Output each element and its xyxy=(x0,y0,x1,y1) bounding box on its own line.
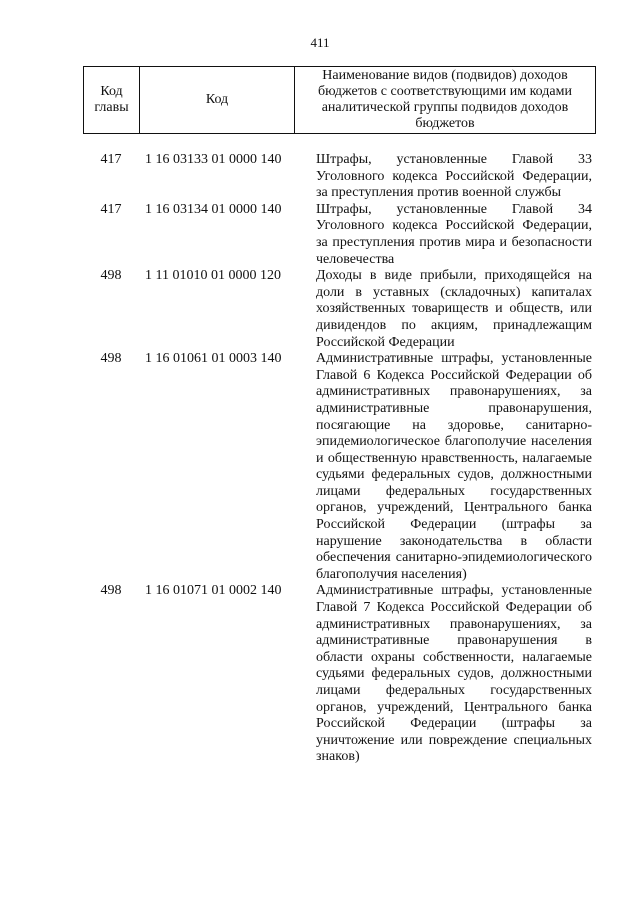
revenue-name-cell: Административные штрафы, установленные Главой 7 Кодекса Российской Федерации об административных правонарушениях, за административные правонарушения в области охраны собственности, налагаемые судьями федеральных судов, должностными лицами федеральных государственных органов, учреждений, Центрального банка Российской Федерации (штрафы за уничтожение или повреждение специальных знаков) xyxy=(316,583,592,765)
chapter-code-cell: 498 xyxy=(100,583,122,599)
table-header xyxy=(83,66,596,134)
chapter-code-cell: 498 xyxy=(100,351,122,367)
revenue-name-cell: Административные штрафы, установленные Главой 6 Кодекса Российской Федерации об административных правонарушениях, за административные правонарушения, посягающие на здоровье, санитарно-эпидемиологическое благополучие населения и общественную нравственность, налагаемые судьями федеральных судов, должностными лицами федеральных государственных органов, учреждений, Центрального банка Российской Федерации (штрафы за нарушение законодательства в области обеспечения санитарно-эпидемиологического благополучия населения) xyxy=(316,351,592,582)
table-body xyxy=(83,152,596,766)
chapter-code-cell: 417 xyxy=(100,201,122,217)
header-name: Наименование видов (подвидов) доходов бюджетов с соответствующими им кодами аналитической группы подвидов доходов бюджетов xyxy=(318,68,572,131)
revenue-code-cell: 1 16 01061 01 0003 140 xyxy=(145,351,282,367)
header-code: Код xyxy=(140,67,295,133)
revenue-code-cell: 1 16 03133 01 0000 140 xyxy=(145,152,282,167)
header-chapter-code: Код главы xyxy=(84,67,140,133)
table-row xyxy=(83,351,596,583)
revenue-code-cell: 1 16 03134 01 0000 140 xyxy=(145,201,282,217)
table-row xyxy=(83,583,596,766)
page-number: 411 xyxy=(310,35,330,50)
revenue-name-cell: Доходы в виде прибыли, приходящейся на доли в уставных (складочных) капиталах хозяйственных товариществ и обществ, или дивидендов по акциям, принадлежащим Российской Федерации xyxy=(316,268,592,350)
table-row xyxy=(83,268,596,351)
revenue-name-cell: Штрафы, установленные Главой 33 Уголовного кодекса Российской Федерации, за преступления против военной службы xyxy=(316,152,592,201)
chapter-code-cell: 498 xyxy=(100,268,122,284)
revenue-code-cell: 1 11 01010 01 0000 120 xyxy=(145,268,281,284)
revenue-code-cell: 1 16 01071 01 0002 140 xyxy=(145,583,282,599)
chapter-code-cell: 417 xyxy=(100,152,122,167)
table-row xyxy=(83,152,596,202)
table-row xyxy=(83,202,596,268)
revenue-name-cell: Штрафы, установленные Главой 34 Уголовного кодекса Российской Федерации, за преступления против мира и безопасности человечества xyxy=(316,201,592,267)
